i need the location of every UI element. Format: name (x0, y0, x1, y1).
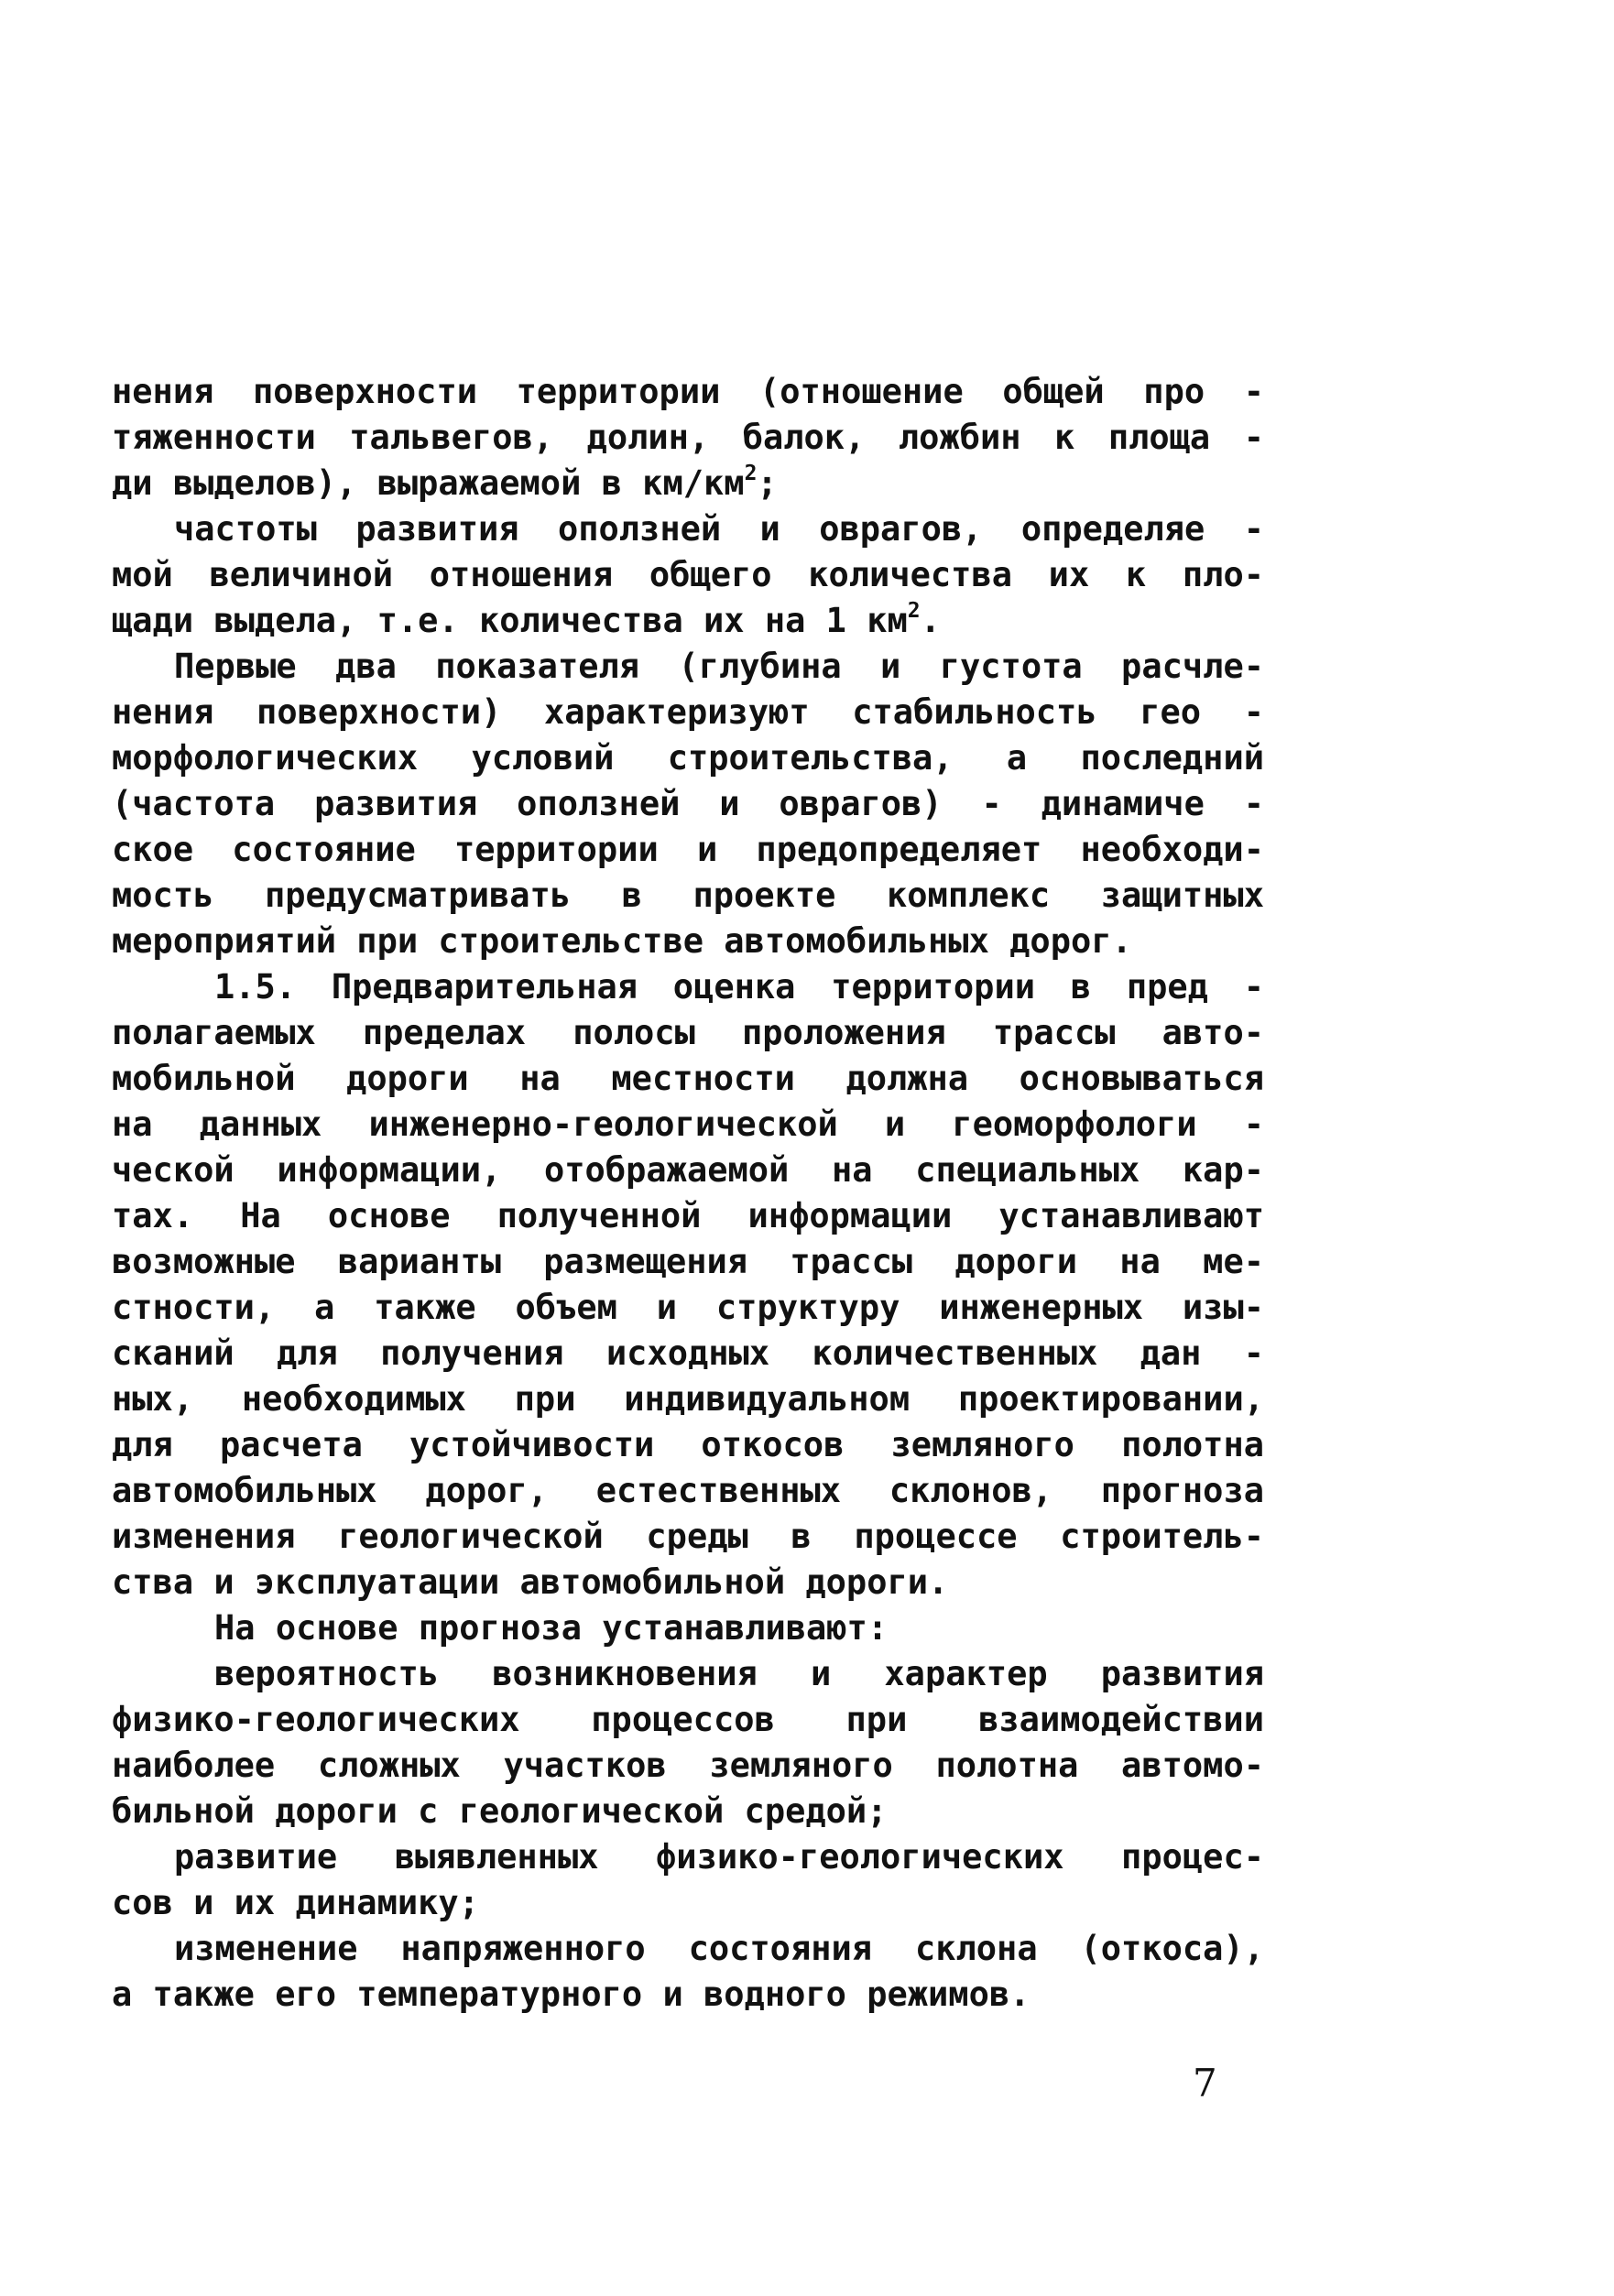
text-line: морфологических условий строительства, а последний (112, 738, 1264, 778)
text-line: (частота развития оползней и оврагов) - динамиче - (112, 784, 1264, 823)
text-line: полагаемых пределах полосы проложения трассы авто- (112, 1013, 1264, 1052)
text-line: тяженности тальвегов, долин, балок, ложбин к площа - (112, 418, 1264, 457)
text-line: физико-геологических процессов при взаимодействии (112, 1700, 1264, 1739)
text-line-tail: . (920, 601, 941, 640)
superscript: 2 (907, 598, 921, 623)
text-line: ческой информации, отображаемой на специальных кар- (112, 1150, 1264, 1190)
text-line: тах. На основе полученной информации устанавливают (112, 1196, 1264, 1235)
text-line (112, 598, 1264, 644)
text-line: На основе прогноза устанавливают: (214, 1608, 889, 1648)
text-line-tail: ; (757, 463, 778, 503)
text-line: нения поверхности территории (отношение общей про - (112, 372, 1264, 411)
text-line: наиболее сложных участков земляного полотна автомо- (112, 1746, 1264, 1785)
text-line: мобильной дороги на местности должна основываться (112, 1059, 1264, 1098)
text-line: возможные варианты размещения трассы дороги на ме- (112, 1242, 1264, 1281)
text-line: бильной дороги с геологической средой; (112, 1791, 888, 1831)
text-line: ства и эксплуатации автомобильной дороги. (112, 1562, 949, 1602)
text-line: мость предусматривать в проекте комплекс защитных (112, 876, 1264, 915)
text-line: стности, а также объем и структуру инженерных изы- (112, 1288, 1264, 1327)
text-line: ское состояние территории и предопределяет необходи- (112, 830, 1264, 869)
text-line: частоты развития оползней и оврагов, определяе - (174, 509, 1264, 549)
text-line: изменения геологической среды в процессе строитель- (112, 1517, 1264, 1556)
text-line: а также его температурного и водного режимов. (112, 1975, 1031, 2014)
text-line: ных, необходимых при индивидуальном проектировании, (112, 1379, 1264, 1419)
text-line: для расчета устойчивости откосов земляного полотна (112, 1425, 1264, 1464)
text-line: нения поверхности) характеризуют стабильность гео - (112, 692, 1264, 732)
text-line: вероятность возникновения и характер развития (214, 1654, 1264, 1693)
text-line: 1.5. Предварительная оценка территории в пред - (214, 967, 1264, 1007)
text-line (112, 461, 1264, 506)
text-line: на данных инженерно-геологической и геоморфологи - (112, 1104, 1264, 1144)
text-line: Первые два показателя (глубина и густота расчле- (174, 647, 1264, 686)
text-line: мой величиной отношения общего количества их к пло- (112, 555, 1264, 594)
text-line: автомобильных дорог, естественных склонов, прогноза (112, 1471, 1264, 1510)
page-number: 7 (1193, 2061, 1217, 2106)
superscript: 2 (744, 461, 758, 485)
text-line-main: щади выдела, т.е. количества их на 1 км (112, 601, 908, 640)
text-line: мероприятий при строительстве автомобильных дорог. (112, 921, 1132, 961)
text-line: развитие выявленных физико-геологических процес- (174, 1837, 1264, 1877)
text-line: сканий для получения исходных количественных дан - (112, 1333, 1264, 1373)
text-line: изменение напряженного состояния склона (откоса), (174, 1929, 1264, 1968)
text-line-main: ди выделов), выражаемой в км/км (112, 463, 745, 503)
text-line: сов и их динамику; (112, 1883, 479, 1922)
